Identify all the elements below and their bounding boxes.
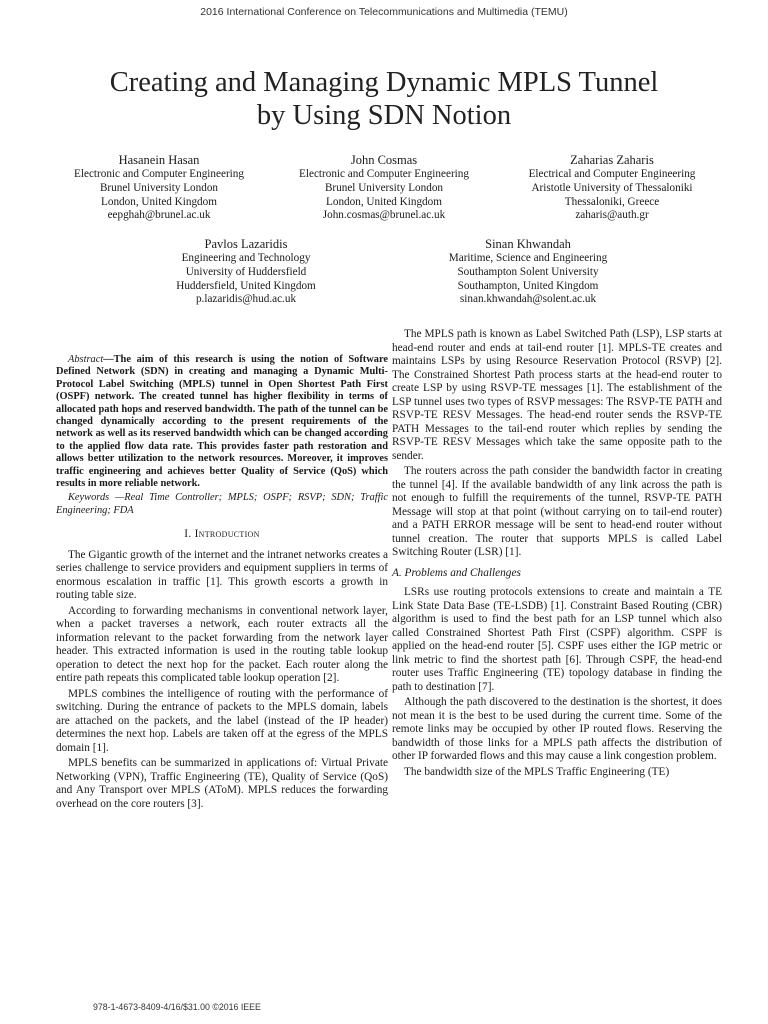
subsection-heading-problems: A. Problems and Challenges — [392, 566, 521, 579]
abstract — [56, 354, 388, 490]
author-location: Huddersfield, United Kingdom — [176, 279, 316, 292]
author-department: Electrical and Computer Engineering — [528, 168, 696, 180]
author-name: John Cosmas — [350, 153, 418, 167]
author-institution: Southampton Solent University — [457, 265, 599, 278]
body-paragraph: The MPLS path is known as Label Switched Path (LSP), LSP starts at head-end router and ends at tail-end router [1]. MPLS-TE creates and maintains LSPs by using Resource Reservation Protocol (RSVP) [2]. The Constrained Shortest Path process starts at the head-end router to create LSP by using RSVP-TE messages [1]. The establishment of the LSP tunnel uses two types of RSVP messages: The RSVP-TE PATH and RSVP-TE RESV Messages. The head-end router sends the RSVP-TE PATH Messages to the tail-end router which replies by sending the RSVP-TE RESV Messages which take the same opposite path to the sender. — [392, 328, 722, 462]
author-email[interactable]: sinan.khwandah@solent.ac.uk — [459, 293, 597, 306]
author-location: Thessaloniki, Greece — [564, 195, 660, 208]
author-name: Hasanein Hasan — [118, 153, 200, 167]
author-name: Pavlos Lazaridis — [204, 237, 288, 251]
copyright-footer: 978-1-4673-8409-4/16/$31.00 ©2016 IEEE — [93, 1002, 261, 1012]
author-institution: University of Huddersfield — [185, 265, 307, 278]
author-location: London, United Kingdom — [101, 195, 217, 208]
body-paragraph: LSRs use routing protocols extensions to create and maintain a TE Link State Data Base (TE-LSDB) [1]. Constraint Based Routing (CBR) algorithm is used to find the best path for an LSP tunnel which also called Constrained Shortest Path First (CSPF) algorithm. CSPF is applied on the head-end router [5]. CSPF uses either the IGP metric or link metric to find the shortest path [6]. Through CSPF, the head-end router uses Traffic Engineering (TE) topology database in finding the path to destination [7]. — [392, 586, 722, 693]
author-institution: Aristotle University of Thessaloniki — [531, 181, 693, 194]
conference-header: 2016 International Conference on Telecommunications and Multimedia (TEMU) — [200, 6, 568, 18]
author-department: Engineering and Technology — [181, 252, 311, 264]
keywords: Keywords —Real Time Controller; MPLS; OSPF; RSVP; SDN; Traffic Engineering; FDA — [56, 492, 388, 516]
intro-paragraph: MPLS benefits can be summarized in applications of: Virtual Private Networking (VPN), Traffic Engineering (TE), Quality of Service (QoS) and Any Transport over MPLS (AToM). MPLS reduces the forwarding overhead on the core routers [3]. — [56, 757, 388, 810]
left-column — [56, 354, 388, 813]
author-email[interactable]: p.lazaridis@hud.ac.uk — [195, 293, 297, 306]
section-heading-introduction: I. Introduction — [184, 528, 260, 541]
author-block-4 — [140, 236, 352, 307]
abstract-lead: Abstract — [68, 354, 104, 365]
author-block-2 — [274, 152, 494, 223]
intro-paragraph: The Gigantic growth of the internet and the intranet networks creates a series challenge to service providers and equipment suppliers in terms of enormous escalation in traffic [1]. This growth escorts a growth in routing table size. — [56, 548, 388, 602]
author-department: Electronic and Computer Engineering — [299, 168, 469, 180]
author-block-1 — [50, 152, 268, 223]
body-paragraph: The bandwidth size of the MPLS Traffic Engineering (TE) — [404, 765, 670, 778]
author-block-3 — [502, 152, 722, 223]
author-email[interactable]: zaharis@auth.gr — [575, 209, 649, 222]
author-institution: Brunel University London — [324, 181, 444, 194]
title-line-2: by Using SDN Notion — [256, 100, 512, 131]
intro-paragraph: MPLS combines the intelligence of routing with the performance of switching. During the entrance of packets to the MPLS domain, labels are attached on the packets, and the label (instead of the IP header) determines the next hop. Labels are taken off at the egress of the MPLS domain [1]. — [56, 687, 388, 754]
paper-title — [40, 66, 728, 132]
abstract-body: —The aim of this research is using the notion of Software Defined Network (SDN) in creating and managing a Dynamic Multi-Protocol Label Switching (MPLS) tunnel in Open Shortest Path First (OSPF) network. The created tunnel has higher flexibility in terms of allocated path hops and reserved bandwidth. The path of the tunnel can be changed dynamically according to the present requirements of the network as well as its reserved bandwidth which can be changed according to the applied flow data rate. This provides faster path restoration and allows better utilization to the network resources. Moreover, it improves traffic engineering and achieves better Quality of Service (QoS) which results in more reliable network. — [56, 354, 388, 490]
author-email[interactable]: John.cosmas@brunel.ac.uk — [322, 209, 446, 222]
author-department: Maritime, Science and Engineering — [448, 252, 608, 264]
author-institution: Brunel University London — [99, 181, 219, 194]
body-paragraph: Although the path discovered to the destination is the shortest, it does not mean it is the best to be used during the current time. Some of the remote links may be occupied by other IP routed flows. Reserving the bandwidth of those links for a MPLS path affects the distribution of other IP forwarded flows and this may cause a link congestion problem. — [392, 696, 722, 762]
right-column — [392, 328, 722, 781]
author-location: Southampton, United Kingdom — [457, 279, 599, 292]
author-name: Zaharias Zaharis — [570, 153, 654, 167]
title-line-1: Creating and Managing Dynamic MPLS Tunnel — [109, 67, 659, 98]
author-block-5 — [418, 236, 638, 307]
author-email[interactable]: eepghah@brunel.ac.uk — [107, 209, 211, 222]
author-location: London, United Kingdom — [326, 195, 442, 208]
author-department: Electronic and Computer Engineering — [74, 168, 244, 180]
body-paragraph: The routers across the path consider the bandwidth factor in creating the tunnel [4]. If the available bandwidth of any link across the path is not enough to fulfill the requirements of the tunnel, RSVP-TE PATH Message will stop at that point (without carrying on to tail-end router) and a PATH ERROR message will be sent to head-end router without tunnel creation. The router that supports MPLS is called Label Switching Router (LSR) [1]. — [392, 465, 722, 558]
author-name: Sinan Khwandah — [485, 237, 571, 251]
intro-paragraph: According to forwarding mechanisms in conventional network layer, when a packet traverses a network, each router extracts all the information relevant to the packet forwarding from the network layer header. This extracted information is used in the routing table lookup operation to detect the next hop for the packet. Each router along the entire path repeats this complicated table lookup operation [2]. — [56, 604, 388, 685]
